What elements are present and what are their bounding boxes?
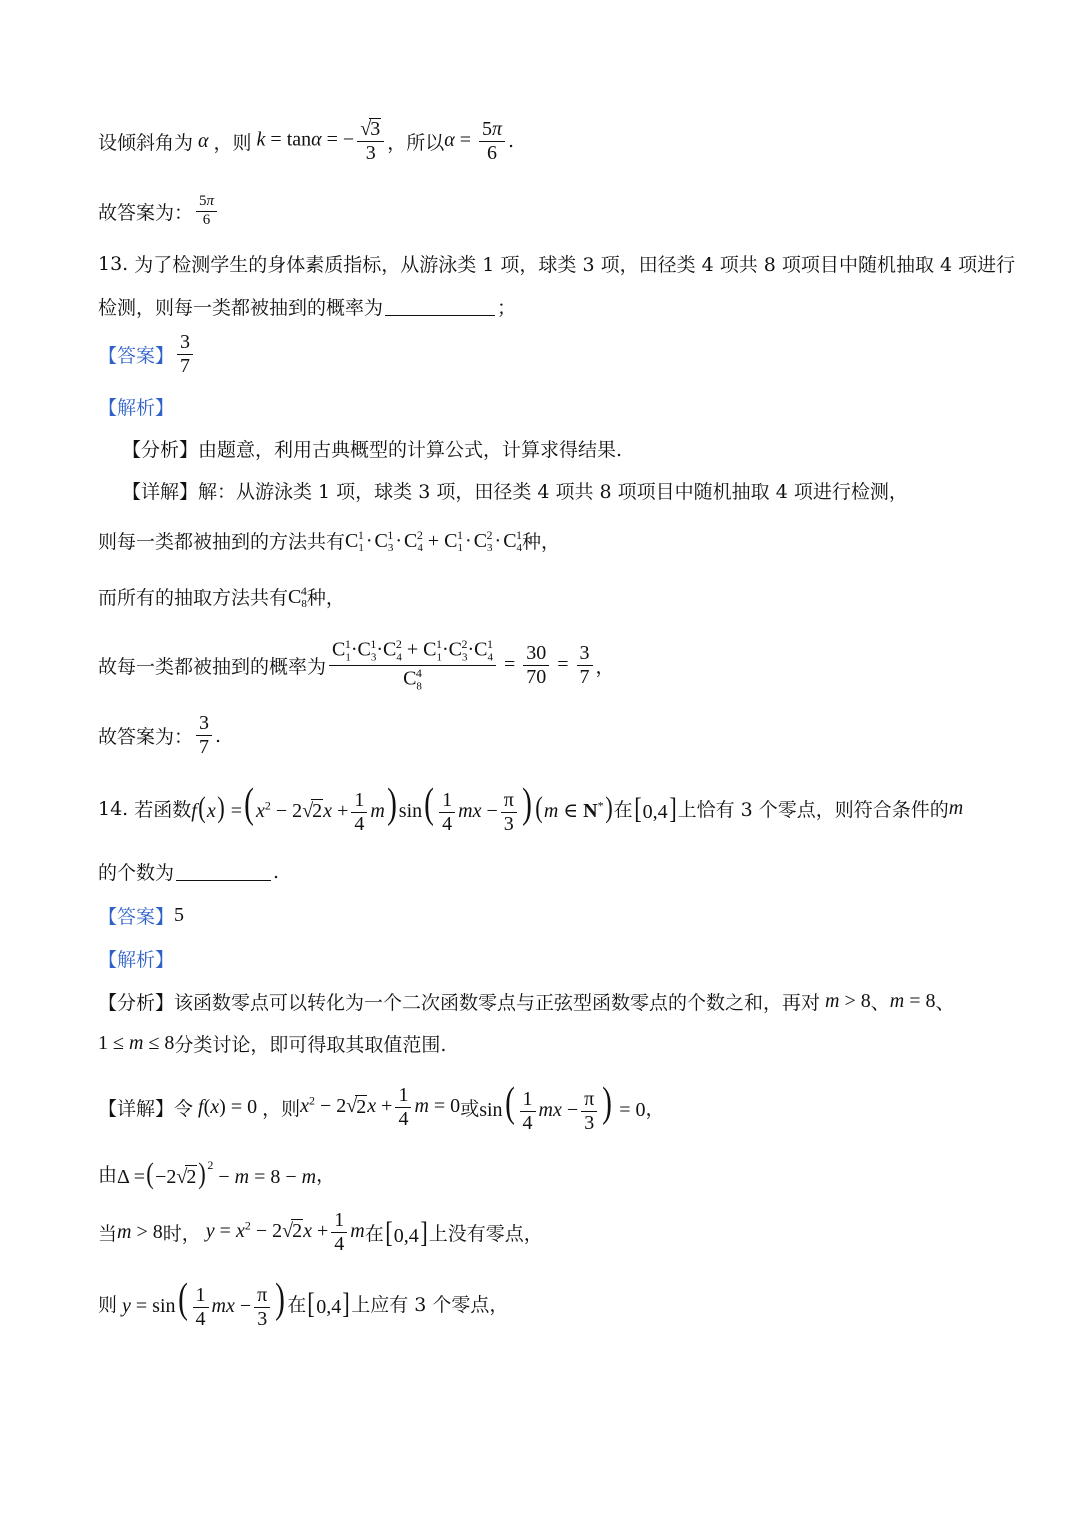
- math-c84: $C_8^4$: [288, 583, 307, 610]
- text-line-combinations: [98, 527, 560, 554]
- math-fx-zero: f(x) = 0: [198, 1096, 263, 1119]
- text-line-sine-zeros: [98, 1278, 508, 1330]
- math-condition: m > 8: [117, 1221, 163, 1243]
- xiangjie-tag: 【详解】: [98, 1098, 175, 1121]
- answer-line-13: [98, 713, 221, 758]
- math-sine: y = sin( $\frac{1}{4}$ mx − $\frac{\pi}{3}$ ): [122, 1276, 286, 1330]
- text-segment: 则: [98, 1294, 118, 1317]
- answer-fraction: $\frac{3}{7}$: [177, 332, 193, 377]
- fenxi-text: 由题意，利用古典概型的计算公式，计算求得结果.: [198, 439, 623, 461]
- text-segment: 故每一类都被抽到的概率为: [98, 656, 327, 679]
- text-line-discriminant: [98, 1158, 335, 1189]
- fenxi-text: 该函数零点可以转化为一个二次函数零点与正弦型函数零点的个数之和，再对: [174, 992, 821, 1014]
- math-function-def: f(x) =( $x^2 - 2√2x$ + $\frac{1}{4}$ m) sin( $\frac{1}{4}$ mx − $\frac{\pi}{3}$ ) (m ∈ N*): [191, 781, 613, 835]
- text-segment: 由: [98, 1164, 118, 1186]
- text-segment: 上没有零点，: [428, 1223, 543, 1245]
- text-segment: ，所以: [387, 131, 445, 154]
- text-segment: ，则: [213, 131, 252, 154]
- question-text: 为了检测学生的身体素质指标，从游泳类 1 项，球类 3 项，田径类 4 项共 8 项项目中随机抽取 4 项进行: [134, 254, 1016, 276]
- question-13-line1: [98, 250, 1015, 277]
- fenxi-14-line1: [98, 988, 955, 1015]
- math-m: m: [948, 797, 964, 820]
- question-text: 在: [613, 799, 633, 822]
- math-fraction: $\frac{5\pi}{6}$: [196, 194, 217, 229]
- math-interval: [0,4]: [633, 791, 677, 825]
- question-text: 若函数: [134, 799, 192, 822]
- text-segment: 、: [870, 992, 890, 1014]
- fenxi-tag: 【分析】: [122, 439, 199, 461]
- text-segment: 、: [935, 992, 955, 1014]
- answer-value: 5: [174, 904, 185, 926]
- fenxi-13: [122, 435, 622, 462]
- question-13-line2: [98, 293, 516, 320]
- math-interval: [0,4]: [307, 1286, 351, 1320]
- analysis-tag-14: [98, 945, 174, 972]
- question-14-line2: [98, 858, 279, 885]
- math-fraction: $\frac{3}{7}$: [196, 713, 212, 758]
- math-sine-zero: sin( $\frac{1}{4}$ mx − $\frac{\pi}{3}$ ) = 0: [479, 1080, 646, 1134]
- math-probability: $\frac{C_1^1\cdot C_3^1\cdot C_4^2 + C_1^1\cdot C_3^2\cdot C_4^1}{C_8^4}$ = $\frac{30}{70}$ = $\frac{3}{7}$: [326, 638, 596, 693]
- text-segment: .: [215, 724, 222, 747]
- text-line-slope: [98, 118, 514, 164]
- analysis-tag-13: [98, 393, 174, 420]
- math-discriminant: $\Delta =(-2√2)^2 - m = 8 - m$: [117, 1157, 317, 1190]
- fenxi-14-line2: [98, 1030, 446, 1057]
- fenxi-tag: 【分析】: [98, 992, 175, 1014]
- question-text: 上恰有 3 个零点，则符合条件的: [677, 799, 949, 822]
- answer-blank: [176, 862, 271, 881]
- math-quadratic: $y = x^2 - 2√2x$ + $\frac{1}{4}$ m: [205, 1209, 365, 1255]
- text-segment: 种，: [522, 531, 561, 553]
- text-segment: .: [508, 130, 515, 152]
- text-segment: 或: [460, 1098, 480, 1121]
- xiangjie-text: 解：从游泳类 1 项，球类 3 项，田径类 4 项共 8 项项目中随机抽取 4 项进行检测，: [198, 481, 908, 503]
- text-segment: 上应有 3 个零点，: [351, 1294, 509, 1317]
- analysis-tag: 【解析】: [98, 397, 175, 419]
- math-alpha: α: [193, 129, 214, 152]
- question-number: 13.: [98, 252, 129, 275]
- question-number: 14.: [98, 797, 129, 820]
- answer-blank: [385, 297, 495, 316]
- text-segment: .: [273, 860, 280, 883]
- text-line-case-m-gt-8: [98, 1210, 543, 1255]
- math-condition: m > 8: [825, 990, 871, 1012]
- text-segment: ；: [497, 297, 517, 319]
- answer-tag: 【答案】: [98, 906, 175, 928]
- xiangjie-tag: 【详解】: [122, 481, 199, 503]
- text-line-total: [98, 583, 345, 610]
- question-text: 检测，则每一类都被抽到的概率为: [98, 297, 384, 319]
- answer-line-12: [98, 194, 220, 229]
- text-segment: 故答案为：: [98, 726, 194, 748]
- text-segment: 在: [287, 1294, 307, 1317]
- text-segment: 令: [174, 1098, 194, 1121]
- text-line-probability: [98, 638, 615, 693]
- math-quadratic-zero: $x^2 - 2√2x$ + $\frac{1}{4}$ m = 0: [300, 1084, 461, 1131]
- text-segment: 种，: [306, 587, 345, 609]
- fenxi-text: 分类讨论，即可得取其取值范围.: [174, 1034, 447, 1056]
- text-segment: ，: [645, 1098, 665, 1121]
- text-segment: 而所有的抽取方法共有: [98, 587, 289, 609]
- text-segment: 故答案为：: [98, 201, 194, 224]
- text-segment: ，则: [262, 1098, 301, 1121]
- analysis-tag: 【解析】: [98, 949, 175, 971]
- question-text: 的个数为: [98, 862, 175, 884]
- math-k-equation: k = tanα = − $\frac{√3}{3}$: [252, 118, 388, 164]
- math-combination-sum: $C_1^1 \cdot C_3^1 \cdot C_4^2 + C_1^1 \cdot C_3^2 \cdot C_4^1$: [345, 527, 523, 554]
- text-segment: 时，: [162, 1223, 201, 1245]
- answer-14: [98, 902, 184, 929]
- math-condition: m = 8: [889, 990, 936, 1012]
- answer-tag: 【答案】: [98, 345, 175, 367]
- text-segment: 则每一类都被抽到的方法共有: [98, 531, 346, 553]
- xiangjie-14: [98, 1082, 665, 1134]
- xiangjie-13: [122, 477, 908, 504]
- text-segment: 当: [98, 1223, 118, 1245]
- text-segment: 设倾斜角为: [98, 131, 194, 154]
- question-14-line1: [98, 783, 963, 835]
- text-segment: ，: [316, 1164, 336, 1186]
- math-alpha-value: α = $\frac{5\pi}{6}$: [444, 119, 508, 164]
- answer-13: [98, 332, 196, 377]
- text-segment: ，: [595, 656, 615, 679]
- math-interval: [0,4]: [384, 1215, 428, 1249]
- text-segment: 在: [364, 1223, 384, 1245]
- math-condition: 1 ≤ m ≤ 8: [98, 1032, 175, 1054]
